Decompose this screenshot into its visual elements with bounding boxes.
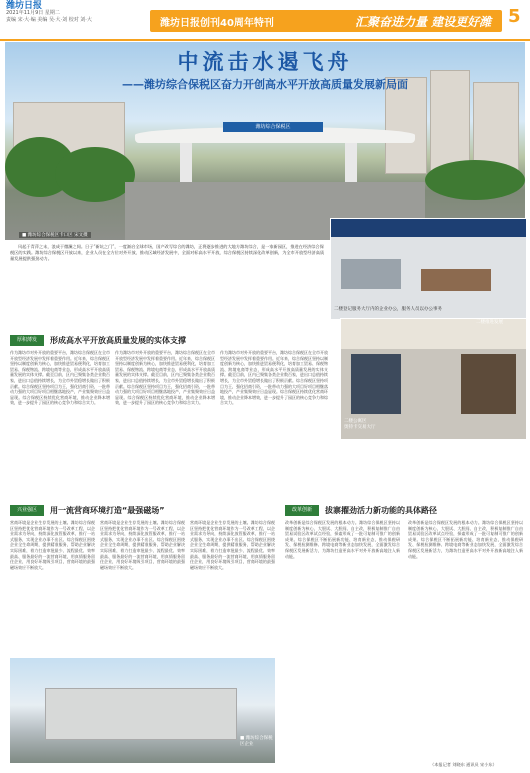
banner-slogan: 汇聚奋进力量 建设更好潍 (355, 15, 492, 29)
gate-sign: 潍坊综合保税区 (223, 122, 323, 132)
section1-column-2: 作为潍坊市对外开放的重要平台，潍坊综合保税区在全市开放型经济发展中发挥着重要作用。近年来，综合保税区坚持以制度创新为核心，加快推进贸易便利化，培育加工贸易、保税物流、跨境电商等业态，形成高水平开放高质量发展的实体支撑。截至目前，区内已聚集各类企业数百家，进出口总值持续增长，为全市外贸稳增长做出了积极贡献。综合保税区坚持项目为王，强化招商引资，一批带动力强的大项目好项目相继落地投产，产业集聚效应日益显现。综合保税区持续优化营商环境，推动企业降本增效，进一步提升了园区的核心竞争力和综合实力。 (115, 350, 215, 406)
section-title: 形成高水平开放高质量发展的实体支撑 (50, 336, 186, 345)
desk (421, 269, 491, 291)
inset-photo-hall (330, 218, 527, 320)
special-issue-banner (150, 10, 502, 32)
factory-building (45, 688, 237, 740)
section-header-3 (285, 505, 525, 516)
section2-column-1: 营商环境是企业生存发展的土壤。潍坊综合保税区坚持把优化营商环境作为一号改革工程，以企业需求为导向，持续深化放管服改革，推行一站式服务，实现企业办事不出区。综合保税区围绕企业全生命周期，提供精准服务，帮助企业解决实际困难，着力打造审批最少、流程最优、效率最高、服务最好的一流营商环境，用真情服务留住企业，用良好环境吸引项目，营商环境的最强磁场效应不断放大。 (10, 520, 95, 570)
section-tag: 兴业强区 (10, 505, 44, 516)
section-title: 用一流营商环境打造“最强磁场” (50, 506, 165, 515)
bottom-photo (10, 658, 275, 763)
inset1-caption: 二楼登记服务大厅内的企业办公，服务人员以办公事务 (334, 307, 442, 312)
header-rule (0, 39, 530, 41)
inset2-caption: 二楼公寓区 奥特卡交易大厅 (344, 419, 376, 430)
inset-photo-mall (340, 318, 527, 440)
section-tag: 改革创新 (285, 505, 319, 516)
gate-pillar (180, 142, 192, 182)
section-tag: 厚积薄发 (10, 335, 44, 346)
page-subtitle: ——潍坊综合保税区奋力开创高水平开放高质量发展新局面 (122, 78, 408, 91)
hero-photo (5, 42, 525, 240)
intro-paragraph: 风起于青萍之末，浪成于微澜之间。日子“新坑之门”，一度渐启全球市场，国产改写综合的潍坊，正将逐步推进的大地方潍坊综合，是一家新园区，推进在经济综合保税区的实践。潍坊综合保税区开放以来，企业人员在全方位对外开放、推动区域经济发展中，全面对标高水平开放，综合保税区持续深化改革创新，为全市开放型经济高质量发展提供强劲动力。 (10, 244, 325, 261)
byline: （本报记者 刘晓东 通讯员 宋小东） (430, 762, 497, 767)
issue-date: 2021年11月9日 星期二 (6, 10, 60, 16)
page-title: 中流击水遏飞舟 (177, 49, 353, 74)
brand-name: 潍坊日报 (6, 1, 43, 11)
section-header-2 (10, 505, 270, 516)
section2-column-3: 营商环境是企业生存发展的土壤。潍坊综合保税区坚持把优化营商环境作为一号改革工程，以企业需求为导向，持续深化放管服改革，推行一站式服务，实现企业办事不出区。综合保税区围绕企业全生命周期，提供精准服务，帮助企业解决实际困难，着力打造审批最少、流程最优、效率最高、服务最好的一流营商环境，用真情服务留住企业，用良好环境吸引项目，营商环境的最强磁场效应不断放大。 (190, 520, 275, 570)
gate-pillar (345, 142, 357, 182)
page-header (0, 0, 530, 40)
signboard (331, 219, 526, 237)
tree-cluster (425, 160, 525, 200)
shop-display (461, 354, 516, 414)
tree-cluster (55, 147, 135, 202)
masthead-info (6, 3, 136, 24)
page-number: 5 (508, 6, 521, 27)
section3-column-1: 改革创新是综合保税区发展的根本动力。潍坊综合保税区坚持以制度创新为核心，大胆试、大胆闯、自主改，积极复制推广自由贸易试验区改革试点经验，探索形成了一批可复制可推广的创新成果。综合保税区不断拓展新功能、培育新业态，推动保税研发、保税检测维修、跨境电商等新业态加快发展，全面激发综合保税区发展新活力，为潍坊打造更高水平对外开放新高地注入新动能。 (285, 520, 400, 559)
shop-display (351, 354, 401, 414)
inset3-caption: 二楼推进发展 (476, 320, 503, 325)
hero-caption: ■ 潍坊综合保税区卡口区 宋文摄 (19, 232, 91, 238)
service-counter (341, 259, 401, 289)
banner-title: 潍坊日报创刊40周年特刊 (160, 18, 274, 29)
section-title: 拔寨擢劲活力新功能的具体路径 (325, 506, 437, 515)
section2-column-2: 营商环境是企业生存发展的土壤。潍坊综合保税区坚持把优化营商环境作为一号改革工程，以企业需求为导向，持续深化放管服改革，推行一站式服务，实现企业办事不出区。综合保税区围绕企业全生命周期，提供精准服务，帮助企业解决实际困难，着力打造审批最少、流程最优、效率最高、服务最好的一流营商环境，用真情服务留住企业，用良好环境吸引项目，营商环境的最强磁场效应不断放大。 (100, 520, 185, 570)
section1-column-3: 作为潍坊市对外开放的重要平台，潍坊综合保税区在全市开放型经济发展中发挥着重要作用。近年来，综合保税区坚持以制度创新为核心，加快推进贸易便利化，培育加工贸易、保税物流、跨境电商等业态，形成高水平开放高质量发展的实体支撑。截至目前，区内已聚集各类企业数百家，进出口总值持续增长，为全市外贸稳增长做出了积极贡献。综合保税区坚持项目为王，强化招商引资，一批带动力强的大项目好项目相继落地投产，产业集聚效应日益显现。综合保税区持续优化营商环境，推动企业降本增效，进一步提升了园区的核心竞争力和综合实力。 (220, 350, 328, 406)
editor-credits: 责编 宋·大·编 美编 吴·大·刘 校对 刘·大 (6, 17, 92, 23)
section1-column-1: 作为潍坊市对外开放的重要平台，潍坊综合保税区在全市开放型经济发展中发挥着重要作用。近年来，综合保税区坚持以制度创新为核心，加快推进贸易便利化，培育加工贸易、保税物流、跨境电商等业态，形成高水平开放高质量发展的实体支撑。截至目前，区内已聚集各类企业数百家，进出口总值持续增长，为全市外贸稳增长做出了积极贡献。综合保税区坚持项目为王，强化招商引资，一批带动力强的大项目好项目相继落地投产，产业集聚效应日益显现。综合保税区持续优化营商环境，推动企业降本增效，进一步提升了园区的核心竞争力和综合实力。 (10, 350, 110, 406)
section-header-1 (10, 335, 330, 346)
bottom-photo-caption: ■ 潍坊综合保税区企业 (240, 736, 273, 747)
section3-column-2: 改革创新是综合保税区发展的根本动力。潍坊综合保税区坚持以制度创新为核心，大胆试、大胆闯、自主改，积极复制推广自由贸易试验区改革试点经验，探索形成了一批可复制可推广的创新成果。综合保税区不断拓展新功能、培育新业态，推动保税研发、保税检测维修、跨境电商等新业态加快发展，全面激发综合保税区发展新活力，为潍坊打造更高水平对外开放新高地注入新动能。 (408, 520, 523, 559)
